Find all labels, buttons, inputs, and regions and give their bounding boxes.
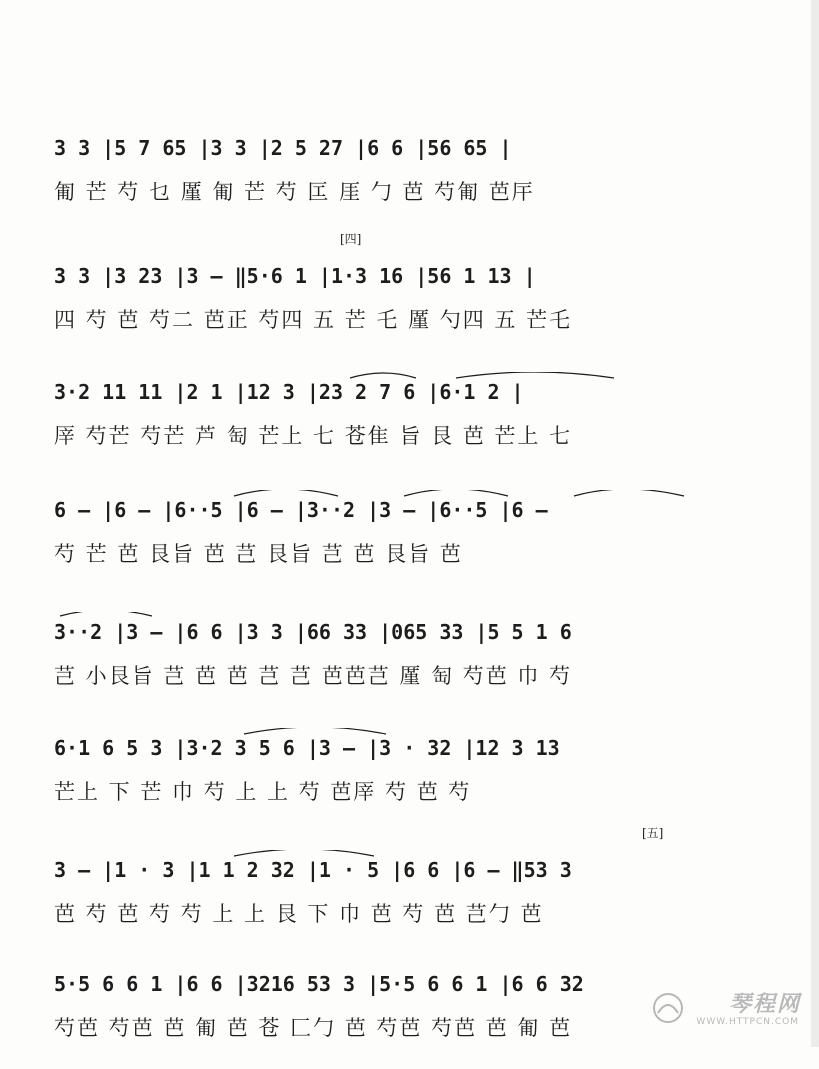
jianpu-line: 3 3 |3 23 |3 — ‖5·6 1 |1·3 16 |56 1 13 | <box>54 264 536 288</box>
guqin-tablature-line: 四 芍 芭 芍二 芭正 芍四 五 芒 乇 厪 勺四 五 芒乇 <box>54 308 573 332</box>
jianpu-line: 6·1 6 5 3 |3·2 3 5 6 |3 — |3 · 32 |12 3 13 <box>54 736 560 760</box>
guqin-tablature-line: 芑 小艮旨 芑 芭 芭 芑 芑 芭芭芑 厪 匋 芍芭 巾 芍 <box>54 664 573 688</box>
guqin-tablature-line: 芒上 下 芒 巾 芍 上 上 芍 芭厗 芍 芭 芍 <box>54 780 472 804</box>
guqin-tablature-line: 芭 芍 芭 芍 芍 上 上 艮 下 巾 芭 芍 芭 芑勹 芭 <box>54 902 544 926</box>
jianpu-line: 3 3 |5 7 65 |3 3 |2 5 27 |6 6 |56 65 | <box>54 136 512 160</box>
guqin-tablature-line: 匍 芒 芍 乜 厪 匍 芒 芍 匞 厓 勹 芭 芍匍 芭厈 <box>54 180 535 204</box>
watermark-brand: 琴程网 <box>728 992 801 1017</box>
guqin-tablature-line: 芍 芒 芭 艮旨 芭 芑 艮旨 芑 芭 艮旨 芭 <box>54 542 463 566</box>
score-system-4 <box>54 490 744 595</box>
score-system-1 <box>54 128 744 233</box>
score-system-8 <box>54 964 744 1069</box>
section-marker: [五] <box>642 826 664 840</box>
section-marker: [四] <box>340 232 362 246</box>
jianpu-line: 3·2 11 11 |2 1 |12 3 |23 2 7 6 |6·1 2 | <box>54 380 524 404</box>
jianpu-line: 3··2 |3 — |6 6 |3 3 |66 33 |065 33 |5 5 1 6 <box>54 620 572 644</box>
site-watermark <box>651 987 801 1033</box>
guqin-tablature-line: 芍芭 芍芭 芭 匍 芭 苍 匚勹 芭 芍芭 芍芭 芭 匍 芭 <box>54 1016 573 1040</box>
score-system-6 <box>54 728 744 833</box>
guqin-tablature-line: 厗 芍芒 芍芒 芦 匋 芒上 七 苍隹 旨 艮 芭 芒上 七 <box>54 424 573 448</box>
jianpu-line: 6 — |6 — |6··5 |6 — |3··2 |3 — |6··5 |6 — <box>54 498 548 522</box>
jianpu-line: 3 — |1 · 3 |1 1 2 32 |1 · 5 |6 6 |6 — ‖53 3 <box>54 858 572 882</box>
score-system-7 <box>54 826 744 955</box>
score-system-3 <box>54 372 744 477</box>
score-system-2 <box>54 232 744 361</box>
watermark-url: WWW.HTTPCN.COM <box>696 1017 799 1027</box>
score-system-5 <box>54 612 744 717</box>
page-edge <box>811 0 819 1047</box>
jianpu-line: 5·5 6 6 1 |6 6 |3216 53 3 |5·5 6 6 1 |6 6 32 <box>54 972 584 996</box>
guqin-logo-icon <box>651 991 685 1025</box>
